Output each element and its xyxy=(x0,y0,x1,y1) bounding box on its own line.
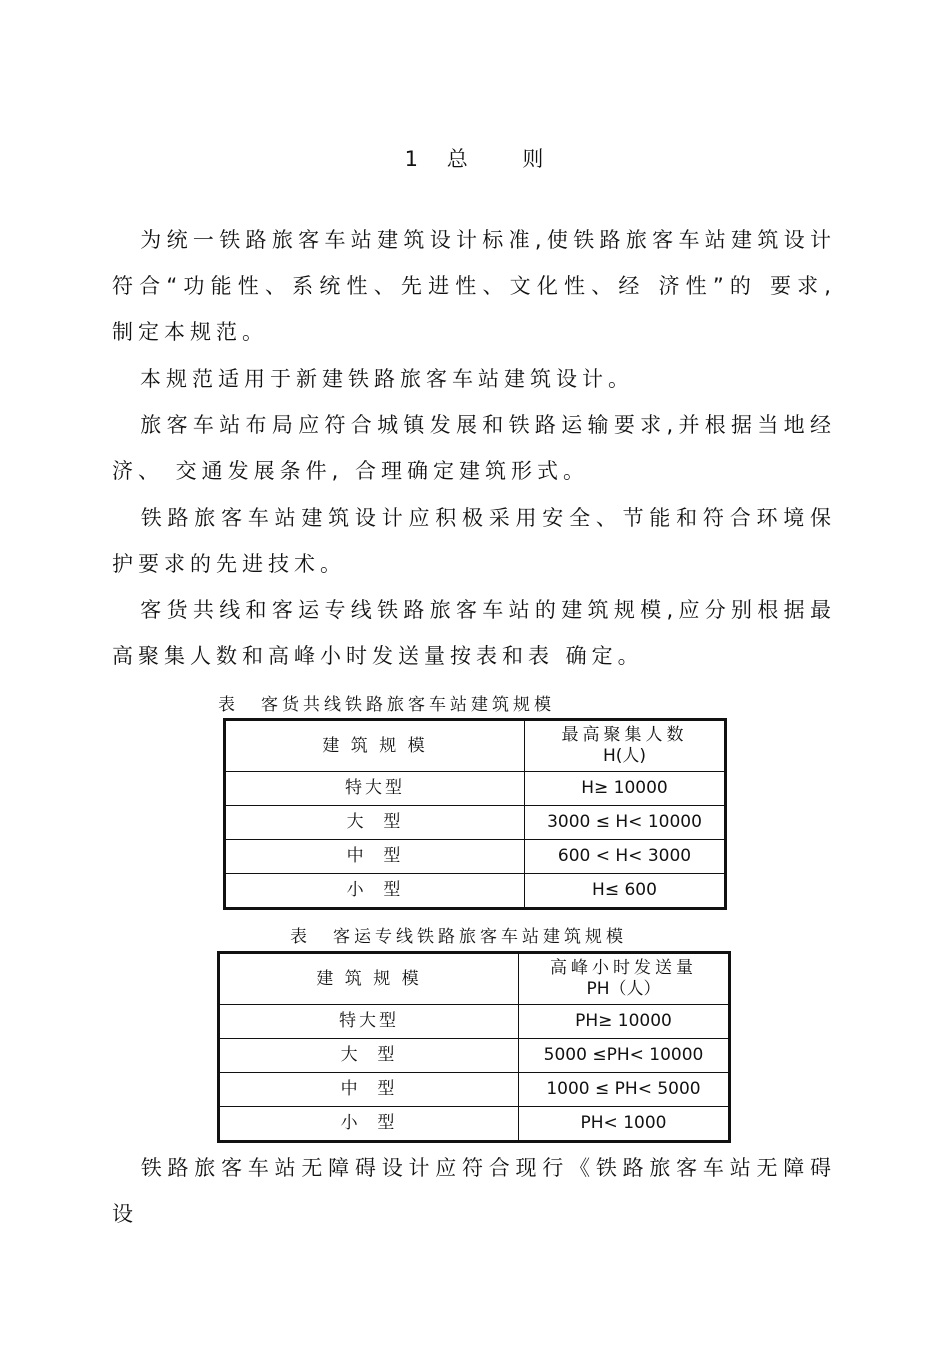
table2 xyxy=(217,951,731,1143)
table-row xyxy=(225,874,726,909)
table-cell: PH< 1000 xyxy=(519,1107,730,1142)
table-cell: 中 型 xyxy=(225,840,525,874)
table-cell: H≤ 600 xyxy=(525,874,726,909)
table-cell: 小 型 xyxy=(225,874,525,909)
table-row xyxy=(225,806,726,840)
paragraph-3: 旅客车站布局应符合城镇发展和铁路运输要求,并根据当地经济、 交通发展条件, 合理确定建筑形式。 xyxy=(112,413,836,483)
table-cell: 大 型 xyxy=(219,1039,519,1073)
table-cell: 3000 ≤ H< 10000 xyxy=(525,806,726,840)
paragraph-6: 铁路旅客车站无障碍设计应符合现行《铁路旅客车站无障碍设 xyxy=(112,1156,836,1226)
table-header-row xyxy=(219,953,730,1005)
paragraph-5: 客货共线和客运专线铁路旅客车站的建筑规模,应分别根据最高聚集人数和高峰小时发送量按表和表 确定。 xyxy=(112,598,836,668)
table-header-cell: 建 筑 规 模 xyxy=(219,953,519,1005)
table-header-cell: 建 筑 规 模 xyxy=(225,720,525,772)
table-cell: 特大型 xyxy=(219,1005,519,1039)
table-header-row xyxy=(225,720,726,772)
table-cell: 1000 ≤ PH< 5000 xyxy=(519,1073,730,1107)
section-number: 1 xyxy=(404,147,420,171)
table-row xyxy=(219,1107,730,1142)
paragraph-2: 本规范适用于新建铁路旅客车站建筑设计。 xyxy=(140,367,634,391)
table-cell: 中 型 xyxy=(219,1073,519,1107)
table-cell: H≥ 10000 xyxy=(525,772,726,806)
table1-caption: 表 客货共线铁路旅客车站建筑规模 xyxy=(218,695,555,715)
table2-caption: 表 客运专线铁路旅客车站建筑规模 xyxy=(290,927,627,947)
table-cell: 大 型 xyxy=(225,806,525,840)
section-title-word-1: 总 xyxy=(446,147,470,171)
table-row xyxy=(225,840,726,874)
table-row xyxy=(219,1039,730,1073)
section-title xyxy=(0,143,950,173)
table1 xyxy=(223,718,727,910)
table-row xyxy=(225,772,726,806)
table-cell: 5000 ≤PH< 10000 xyxy=(519,1039,730,1073)
table-cell: 小 型 xyxy=(219,1107,519,1142)
table-cell: PH≥ 10000 xyxy=(519,1005,730,1039)
table-header-cell: 最高聚集人数 H(人) xyxy=(525,720,726,772)
table-row xyxy=(219,1073,730,1107)
paragraph-1: 为统一铁路旅客车站建筑设计标准,使铁路旅客车站建筑设计符合“功能性、系统性、先进性、文化性、经 济性”的 要求, 制定本规范。 xyxy=(112,228,836,344)
table-cell: 600 < H< 3000 xyxy=(525,840,726,874)
table-header-cell: 高峰小时发送量 PH（人） xyxy=(519,953,730,1005)
table-row xyxy=(219,1005,730,1039)
table-cell: 特大型 xyxy=(225,772,525,806)
paragraph-4: 铁路旅客车站建筑设计应积极采用安全、节能和符合环境保护要求的先进技术。 xyxy=(112,506,836,576)
section-title-word-2: 则 xyxy=(522,147,546,171)
